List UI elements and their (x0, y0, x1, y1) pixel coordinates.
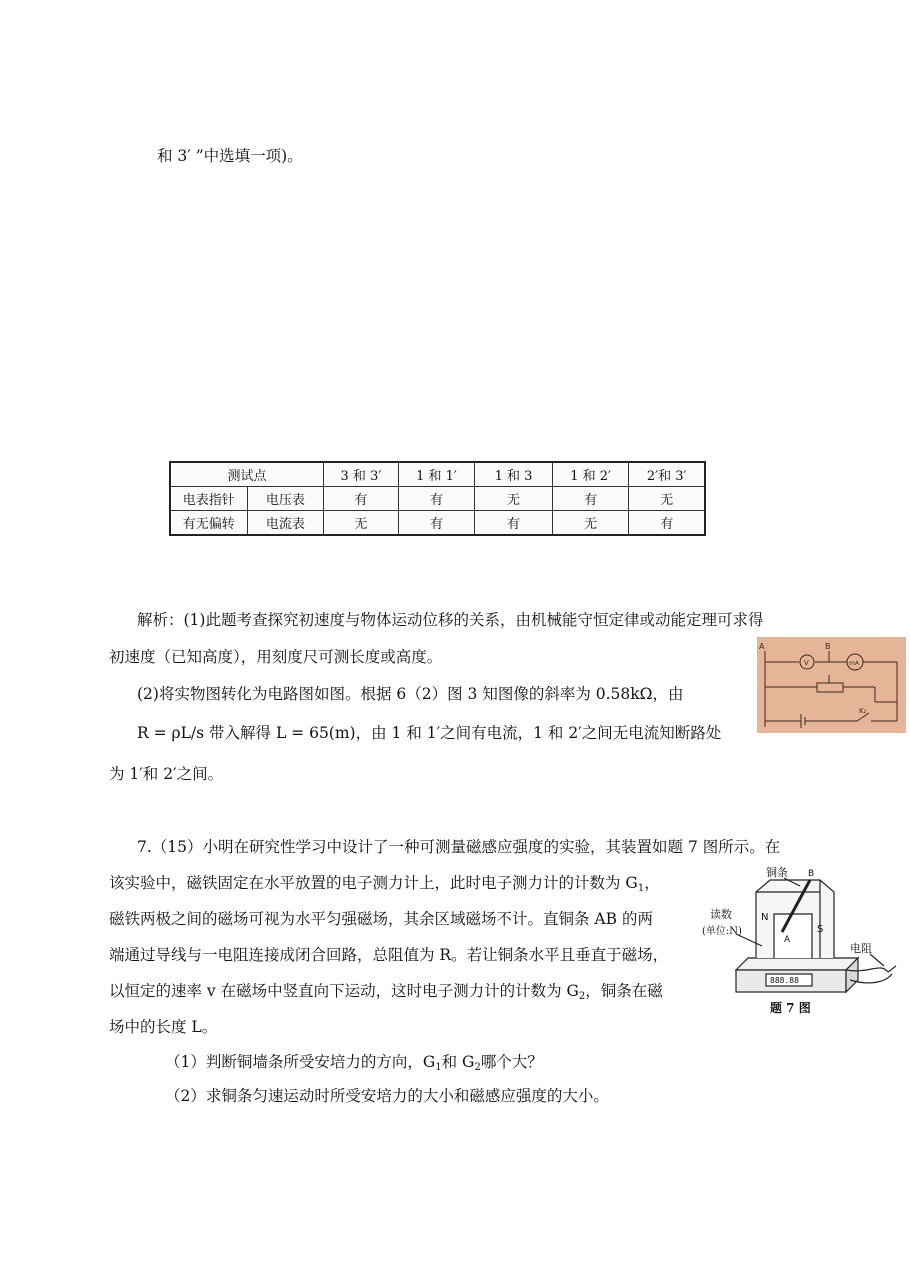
point-b-label: B (808, 869, 815, 879)
circuit-diagram-svg (757, 637, 906, 733)
test-point-table (169, 461, 706, 532)
question-1 (165, 1052, 543, 1078)
table-cell: 有 (475, 511, 553, 536)
switch-label: K₂ (859, 707, 867, 715)
solution-line-3: (2)将实物图转化为电路图如图。根据 6（2）图 3 知图像的斜率为 0.58kΩ，由 (137, 685, 684, 703)
table-row (170, 511, 705, 536)
milliammeter-label: mA (849, 660, 859, 667)
group-label-line2: 有无偏转 (170, 511, 247, 536)
problem7-line-2-text: 该实验中，磁铁固定在水平放置的电子测力计上，此时电子测力计的计数为 G (109, 874, 638, 892)
problem7-line-2-end: ， (644, 874, 660, 892)
reading-unit-label: (单位:N) (702, 926, 742, 937)
table-column-header: 3 和 3′ (324, 462, 399, 487)
problem7-line-5 (109, 981, 663, 1007)
question-2: （2）求铜条匀速运动时所受安培力的大小和磁感应强度的大小。 (165, 1087, 609, 1105)
pole-s-label: S (817, 924, 824, 935)
solution-line-4: R = ρL/s 带入解得 L = 65(m)，由 1 和 1′之间有电流，1 和 2′之间无电流知断路处 (137, 724, 722, 742)
question-1-mid: 和 G (441, 1053, 475, 1071)
resistor-label: 电阻 (850, 942, 872, 955)
apparatus-figure (700, 862, 904, 1020)
subscript: 1 (435, 1062, 442, 1073)
point-a-label: A (784, 935, 791, 945)
subscript: 2 (474, 1062, 481, 1073)
pole-n-label: N (761, 912, 769, 923)
reading-label: 读数 (710, 908, 732, 921)
problem7-line-3: 磁铁两极之间的磁场可视为水平匀强磁场，其余区域磁场不计。直铜条 AB 的两 (109, 910, 653, 928)
table-header-row (170, 462, 705, 487)
problem7-line-2 (109, 873, 660, 899)
group-label-line1: 电表指针 (170, 487, 247, 511)
table-cell: 无 (629, 487, 705, 511)
problem7-line-5-end: ，铜条在磁 (585, 982, 663, 1000)
table-cell: 有 (324, 487, 399, 511)
table-cell: 有 (398, 511, 475, 536)
question-1-end: 哪个大？ (480, 1053, 543, 1071)
intro-fragment: 和 3′ ”中选填一项)。 (157, 147, 303, 165)
problem7-line-6: 场中的长度 L。 (109, 1018, 218, 1036)
table-cell: 无 (324, 511, 399, 536)
copper-bar-label: 铜条 (766, 866, 788, 879)
apparatus-svg (700, 862, 904, 1020)
voltmeter-label: V (804, 659, 809, 667)
table-cell: 有 (398, 487, 475, 511)
problem7-line-1: 7.（15）小明在研究性学习中设计了一种可测量磁感应强度的实验，其装置如题 7 图所示。在 (137, 838, 781, 856)
table-row (170, 487, 705, 511)
problem7-line-5-text: 以恒定的速率 v 在磁场中竖直向下运动，这时电子测力计的计数为 G (109, 982, 579, 1000)
circuit-label-b: B (825, 642, 831, 651)
meter-label: 电流表 (247, 511, 324, 536)
subscript: 1 (637, 883, 645, 894)
table-column-header: 1 和 1′ (398, 462, 475, 487)
table-header-label: 测试点 (170, 462, 324, 487)
subscript: 2 (578, 991, 586, 1002)
table-column-header: 2′和 3′ (629, 462, 705, 487)
solution-line-1: 解析：(1)此题考查探究初速度与物体运动位移的关系，由机械能守恒定律或动能定理可求得 (137, 611, 764, 629)
table-cell: 有 (552, 487, 629, 511)
problem7-line-4: 端通过导线与一电阻连接成闭合回路，总阻值为 R。若让铜条水平且垂直于磁场， (109, 946, 669, 964)
table-cell: 无 (475, 487, 553, 511)
circuit-diagram-image (757, 637, 906, 733)
table-column-header: 1 和 2′ (552, 462, 629, 487)
solution-line-2: 初速度（已知高度），用刻度尺可测长度或高度。 (109, 648, 443, 666)
question-1-text: （1）判断铜墙条所受安培力的方向，G (165, 1053, 436, 1071)
scale-display: 888.88 (770, 976, 799, 985)
circuit-label-a: A (759, 642, 765, 651)
table-cell: 无 (552, 511, 629, 536)
table-column-header: 1 和 3 (475, 462, 553, 487)
figure-caption: 题 7 图 (770, 1001, 811, 1015)
meter-label: 电压表 (247, 487, 324, 511)
solution-line-5: 为 1′和 2′之间。 (109, 765, 224, 783)
table-cell: 有 (629, 511, 705, 536)
